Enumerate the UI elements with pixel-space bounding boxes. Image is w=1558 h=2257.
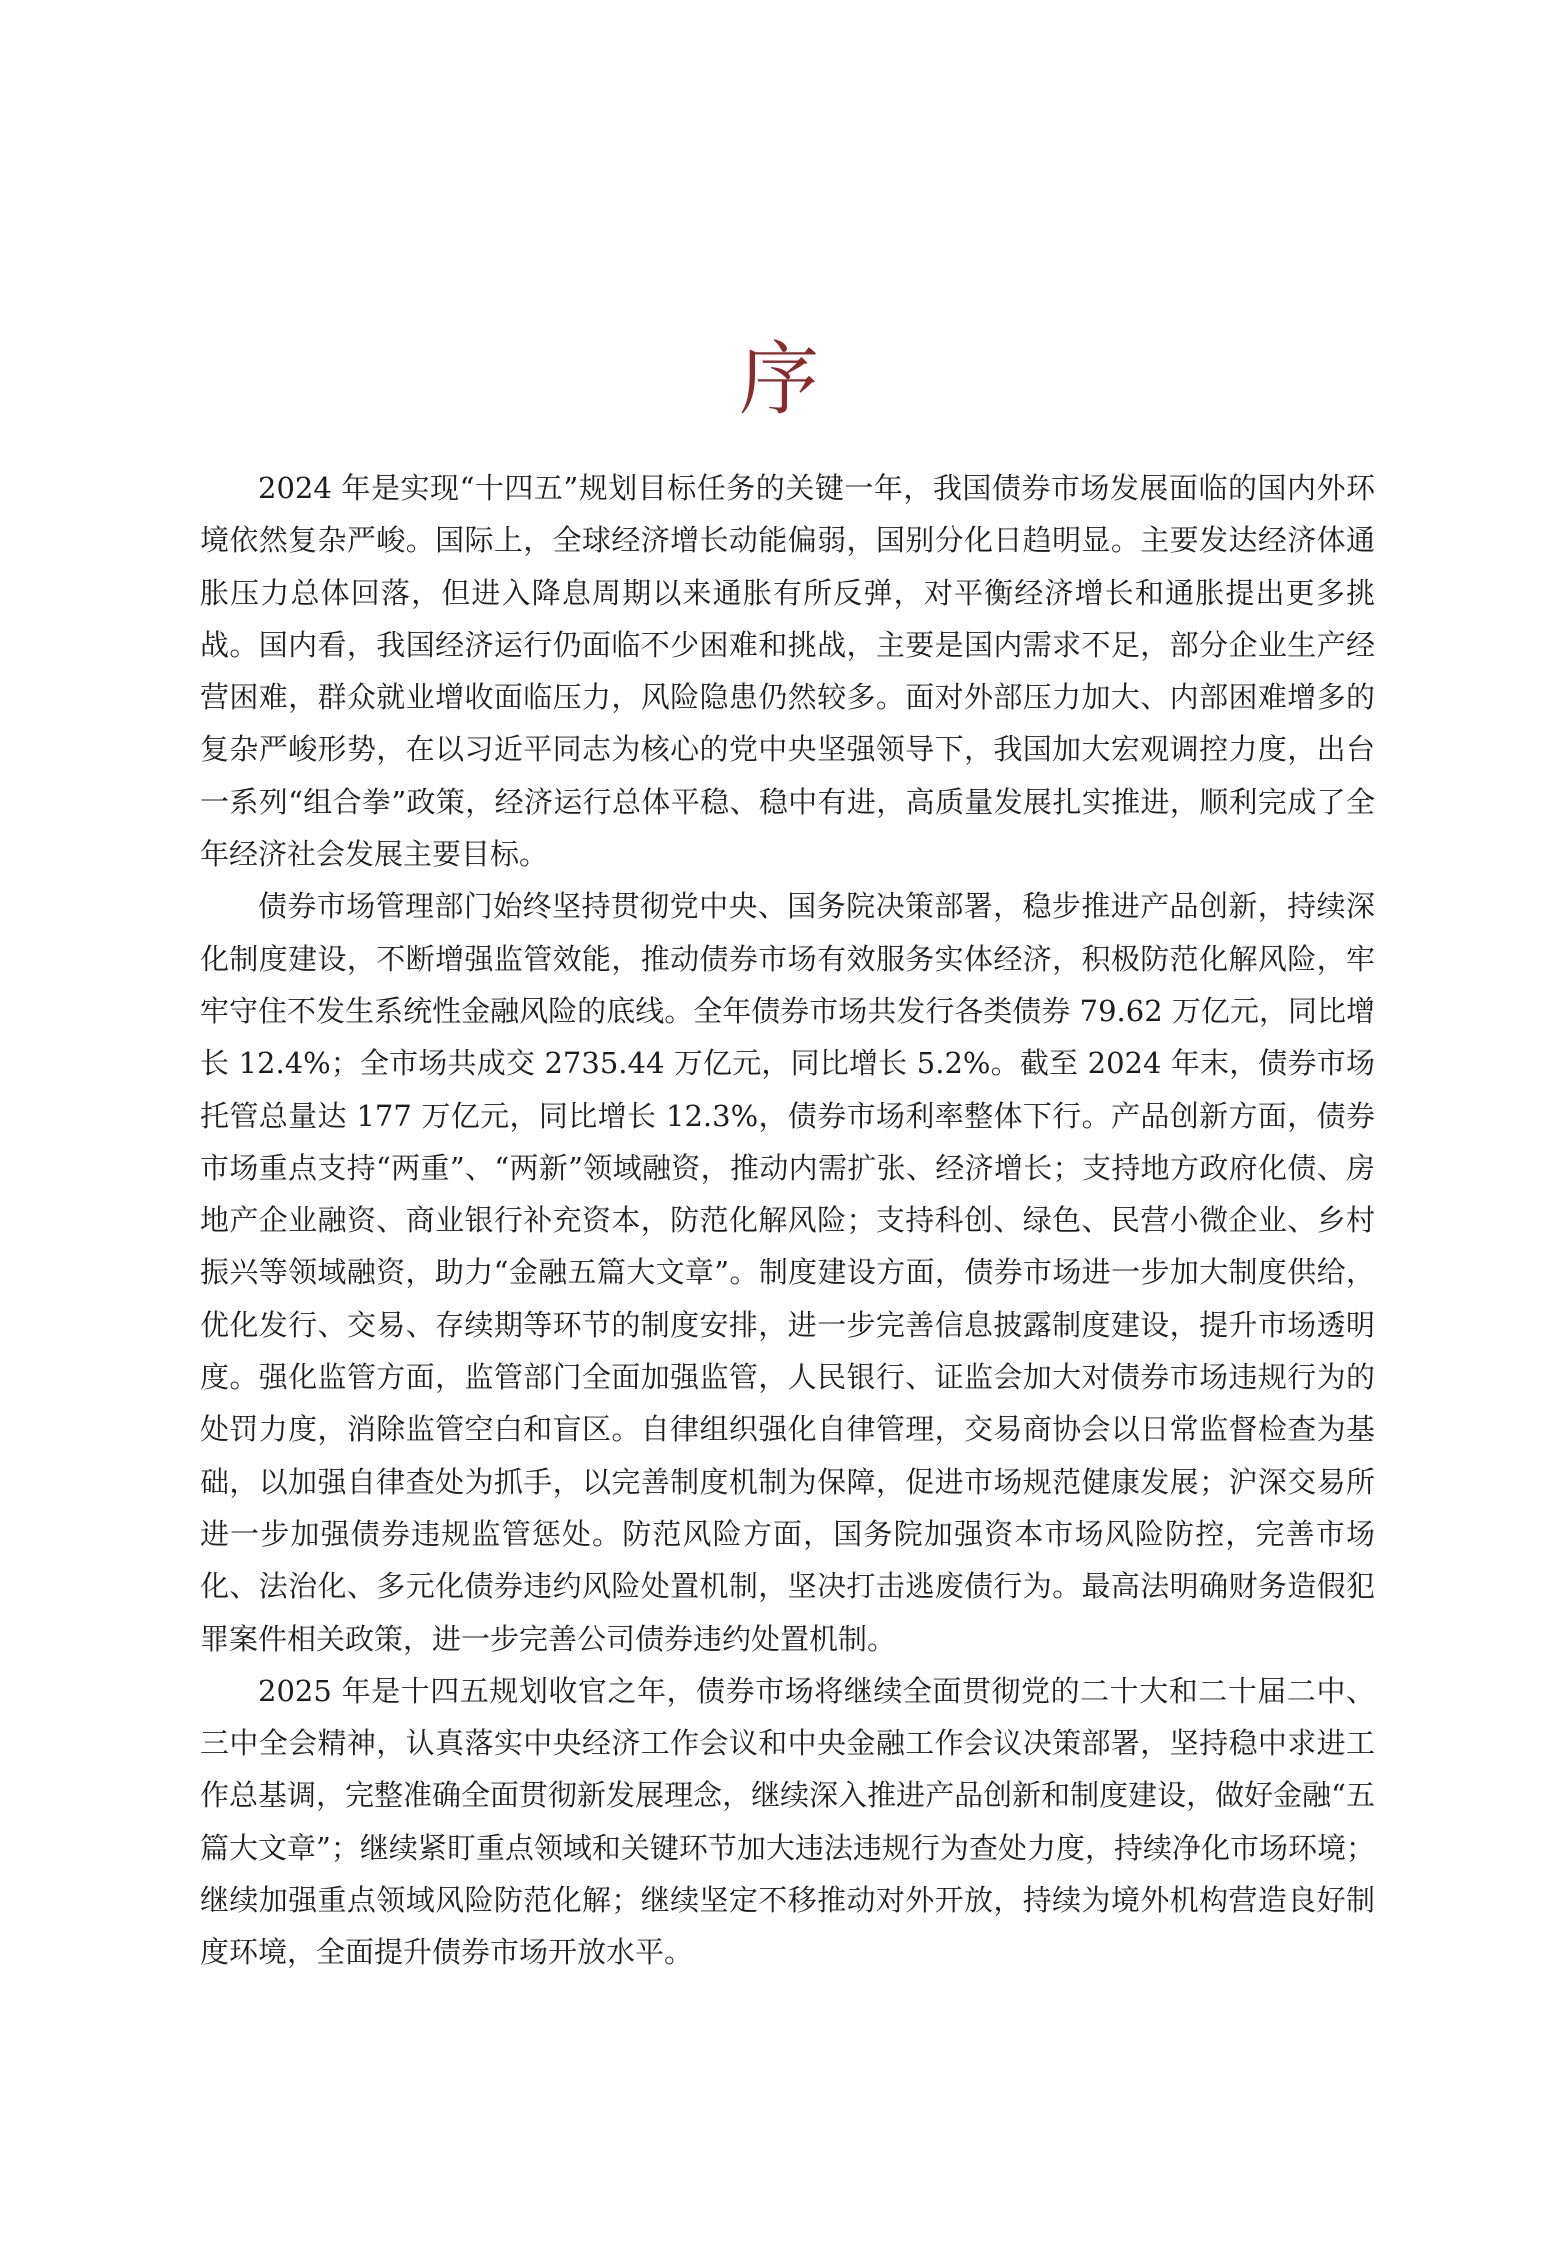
paragraph-1: 2024 年是实现“十四五”规划目标任务的关键一年，我国债券市场发展面临的国内外环境依然复杂严峻。国际上，全球经济增长动能偏弱，国别分化日趋明显。主要发达经济体通胀压力总体回落，但进入降息周期以来通胀有所反弹，对平衡经济增长和通胀提出更多挑战。国内看，我国经济运行仍面临不少困难和挑战，主要是国内需求不足，部分企业生产经营困难，群众就业增收面临压力，风险隐患仍然较多。面对外部压力加大、内部困难增多的复杂严峻形势，在以习近平同志为核心的党中央坚强领导下，我国加大宏观调控力度，出台一系列“组合拳”政策，经济运行总体平稳、稳中有进，高质量发展扎实推进，顺利完成了全年经济社会发展主要目标。 xyxy=(200,471,1375,872)
paragraph-3: 2025 年是十四五规划收官之年，债券市场将继续全面贯彻党的二十大和二十届二中、三中全会精神，认真落实中央经济工作会议和中央金融工作会议决策部署，坚持稳中求进工作总基调，完整准确全面贯彻新发展理念，继续深入推进产品创新和制度建设，做好金融“五篇大文章”；继续紧盯重点领域和关键环节加大违法违规行为查处力度，持续净化市场环境；继续加强重点领域风险防范化解；继续坚定不移推动对外开放，持续为境外机构营造良好制度环境，全面提升债券市场开放水平。 xyxy=(200,1673,1375,1970)
body-text xyxy=(200,462,1375,1979)
page-title: 序 xyxy=(739,333,819,426)
paragraph-2: 债券市场管理部门始终坚持贯彻党中央、国务院决策部署，稳步推进产品创新，持续深化制度建设，不断增强监管效能，推动债券市场有效服务实体经济，积极防范化解风险，牢牢守住不发生系统性金融风险的底线。全年债券市场共发行各类债券 79.62 万亿元，同比增长 12.4%；全市场共成交 2735.44 万亿元，同比增长 5.2%。截至 2024 年末，债券市场托管总量达 177 万亿元，同比增长 12.3%，债券市场利率整体下行。产品创新方面，债券市场重点支持“两重”、“两新”领域融资，推动内需扩张、经济增长；支持地方政府化债、房地产企业融资、商业银行补充资本，防范化解风险；支持科创、绿色、民营小微企业、乡村振兴等领域融资，助力“金融五篇大文章”。制度建设方面，债券市场进一步加大制度供给，优化发行、交易、存续期等环节的制度安排，进一步完善信息披露制度建设，提升市场透明度。强化监管方面，监管部门全面加强监管，人民银行、证监会加大对债券市场违规行为的处罚力度，消除监管空白和盲区。自律组织强化自律管理，交易商协会以日常监督检查为基础，以加强自律查处为抓手，以完善制度机制为保障，促进市场规范健康发展；沪深交易所进一步加强债券违规监管惩处。防范风险方面，国务院加强资本市场风险防控，完善市场化、法治化、多元化债券违约风险处置机制，坚决打击逃废债行为。最高法明确财务造假犯罪案件相关政策，进一步完善公司债券违约处置机制。 xyxy=(200,889,1375,1656)
